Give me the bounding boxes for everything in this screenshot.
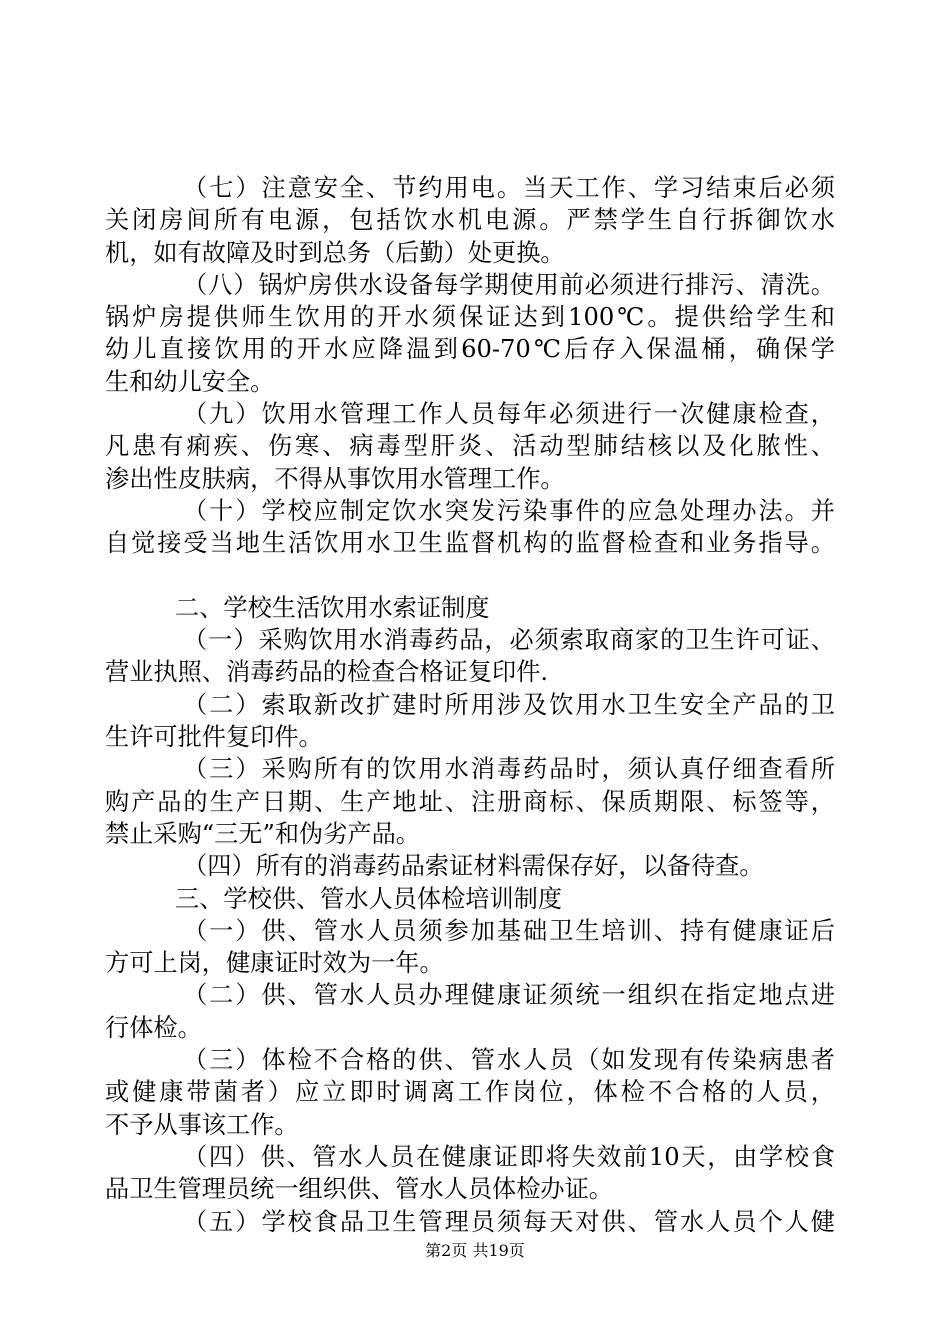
paragraph-line: 购产品的生产日期、生产地址、注册商标、保质期限、标签等，: [105, 787, 835, 816]
paragraph-line: 生许可批件复印件。: [105, 723, 323, 752]
paragraph-line: 凡患有痢疾、伤寒、病毒型肝炎、活动型肺结核以及化脓性、: [105, 432, 835, 461]
paragraph-line: （二）供、管水人员办理健康证须统一组织在指定地点进: [183, 981, 835, 1010]
paragraph-line: 生和幼儿安全。: [105, 367, 275, 396]
paragraph-line: （一）供、管水人员须参加基础卫生培训、持有健康证后: [183, 916, 835, 945]
paragraph-line: （五）学校食品卫生管理员须每天对供、管水人员个人健: [183, 1207, 835, 1236]
paragraph-line: （九）饮用水管理工作人员每年必须进行一次健康检查，: [183, 400, 835, 429]
paragraph-line: 禁止采购“三无”和伪劣产品。: [105, 819, 420, 848]
paragraph-line: 品卫生管理员统一组织供、管水人员体检办证。: [105, 1175, 613, 1204]
paragraph-line: 机，如有故障及时到总务（后勤）处更换。: [105, 238, 565, 267]
paragraph-line: 不予从事该工作。: [105, 1110, 299, 1139]
paragraph-line: （三）采购所有的饮用水消毒药品时，须认真仔细查看所: [183, 755, 835, 784]
paragraph-line: （八）锅炉房供水设备每学期使用前必须进行排污、清洗。: [183, 270, 835, 299]
paragraph-line: （一）采购饮用水消毒药品，必须索取商家的卫生许可证、: [183, 626, 835, 655]
paragraph-line: 幼儿直接饮用的开水应降温到60-70℃后存入保温桶，确保学: [105, 335, 835, 364]
paragraph-line: （七）注意安全、节约用电。当天工作、学习结束后必须: [183, 174, 835, 202]
paragraph-line: （二）索取新改扩建时所用涉及饮用水卫生安全产品的卫: [183, 690, 835, 719]
page-number-footer: 第2页 共19页: [425, 1241, 525, 1260]
paragraph-line: 渗出性皮肤病，不得从事饮用水管理工作。: [105, 464, 565, 493]
paragraph-line: 行体检。: [105, 1013, 202, 1042]
paragraph-line: 营业执照、消毒药品的检查合格证复印件.: [105, 658, 549, 687]
document-body: [105, 172, 835, 1238]
paragraph-line: 锅炉房提供师生饮用的开水须保证达到100℃。提供给学生和: [105, 303, 835, 332]
paragraph-line: 方可上岗，健康证时效为一年。: [105, 949, 444, 978]
paragraph-line: （四）供、管水人员在健康证即将失效前10天，由学校食: [183, 1142, 835, 1171]
blank-line: [105, 560, 835, 592]
section-heading: 三、学校供、管水人员体检培训制度: [175, 884, 563, 913]
paragraph-line: （三）体检不合格的供、管水人员（如发现有传染病患者: [183, 1046, 835, 1075]
section-heading: 二、学校生活饮用水索证制度: [175, 593, 490, 622]
paragraph-line: 关闭房间所有电源，包括饮水机电源。严禁学生自行拆御饮水: [105, 206, 835, 235]
paragraph-line: （四）所有的消毒药品索证材料需保存好，以备待查。: [183, 852, 764, 881]
paragraph-line: 或健康带菌者）应立即时调离工作岗位，体检不合格的人员，: [105, 1078, 835, 1107]
paragraph-line: （十）学校应制定饮水突发污染事件的应急处理办法。并: [183, 496, 835, 525]
paragraph-line: 自觉接受当地生活饮用水卫生监督机构的监督检查和业务指导。: [105, 529, 835, 558]
